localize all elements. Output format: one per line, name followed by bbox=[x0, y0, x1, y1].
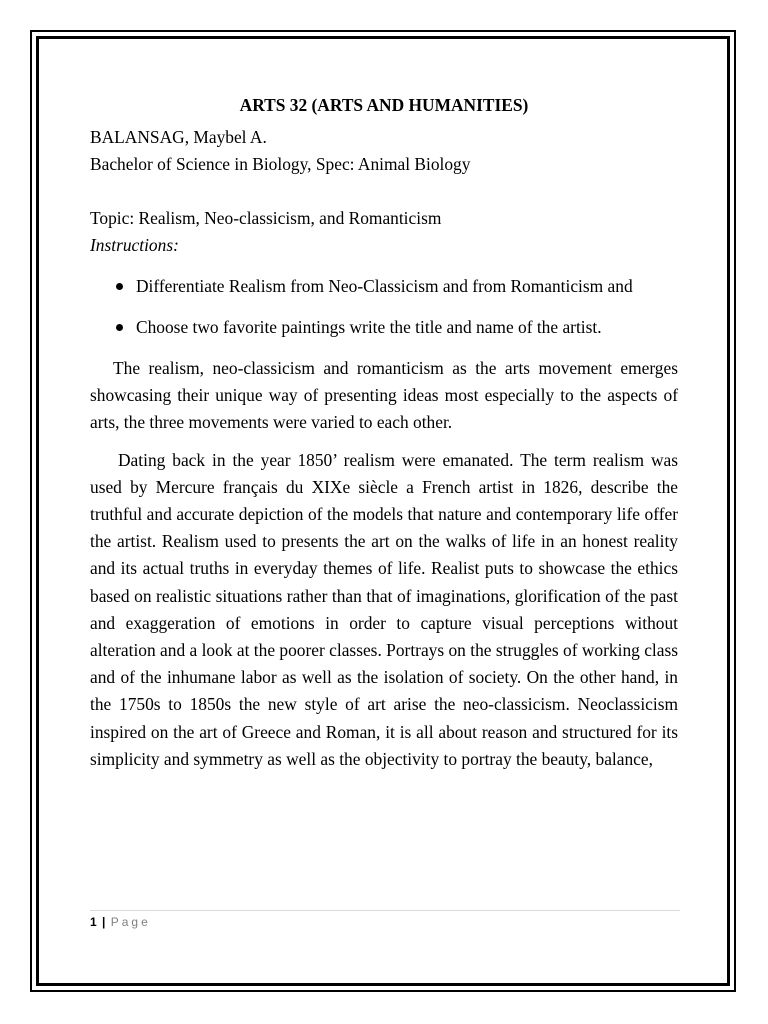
bullet-icon bbox=[116, 283, 123, 290]
list-item-text: Differentiate Realism from Neo-Classicism and from Romanticism and bbox=[136, 276, 633, 296]
list-item bbox=[136, 314, 678, 341]
page-label: Page bbox=[110, 915, 151, 929]
document-title: ARTS 32 (ARTS AND HUMANITIES) bbox=[239, 95, 529, 115]
instructions-label: Instructions: bbox=[90, 235, 179, 255]
bullet-icon bbox=[116, 324, 123, 331]
document-body bbox=[90, 92, 678, 783]
page-footer bbox=[90, 910, 680, 930]
body-paragraph: The realism, neo-classicism and romanticism as the arts movement emerges showcasing their unique way of presenting ideas most especially to the aspects of arts, the three movements were varied to each other. bbox=[90, 358, 678, 433]
body-paragraph: Dating back in the year 1850’ realism were emanated. The term realism was used by Mercure français du XIXe siècle a French artist in 1826, describe the truthful and accurate depiction of the models that nature and contemporary life offer the artist. Realism used to presents the art on the walks of life in an honest reality and its actual truths in everyday themes of life. Realist puts to showcase the ethics based on realistic situations rather than that of imaginations, glorification of the past and exaggeration of emotions in order to capture visual perceptions without alteration and a look at the poorer classes. Portrays on the struggles of working class and of the inhumane labor as well as the isolation of society. On the other hand, in the 1750s to 1850s the new style of art arise the neo-classicism. Neoclassicism inspired on the art of Greece and Roman, it is all about reason and structured for its simplicity and symmetry as well as the objectivity to portray the beauty, balance, bbox=[90, 449, 678, 769]
list-item bbox=[136, 273, 678, 300]
program-name: Bachelor of Science in Biology, Spec: Animal Biology bbox=[90, 154, 471, 174]
author-name: BALANSAG, Maybel A. bbox=[90, 127, 267, 147]
topic-line: Topic: Realism, Neo-classicism, and Romanticism bbox=[90, 208, 442, 228]
page-number: 1 bbox=[90, 915, 97, 929]
instructions-list bbox=[90, 273, 678, 341]
footer-separator: | bbox=[102, 915, 106, 929]
spacer bbox=[90, 178, 678, 205]
list-item-text: Choose two favorite paintings write the title and name of the artist. bbox=[136, 317, 602, 337]
